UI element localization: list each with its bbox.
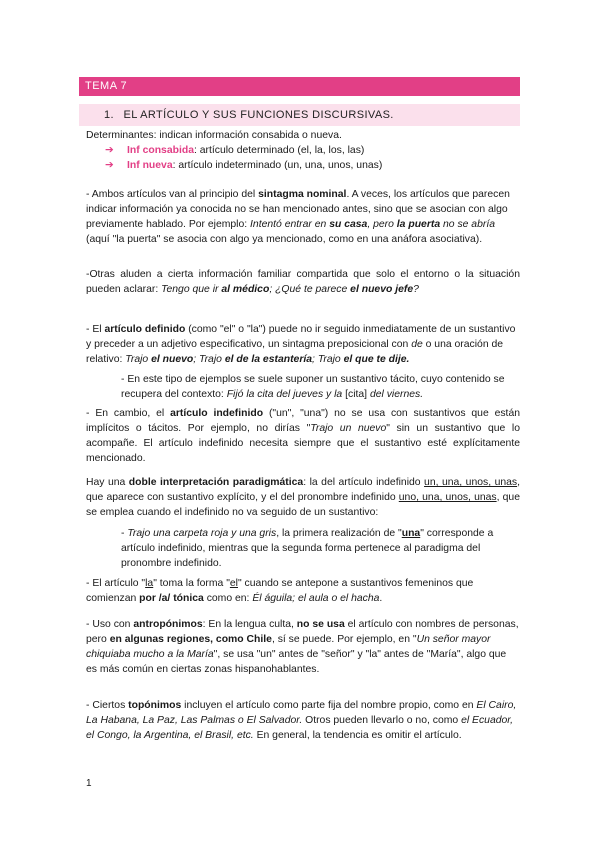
paragraph-carpeta-ejemplo bbox=[86, 526, 520, 571]
text-run: Hay una bbox=[86, 477, 129, 488]
text-run: Trajo bbox=[125, 354, 152, 365]
text-run: " corresponde a artículo indefinido, mientras que la segunda forma pertenece al paradigma del pronombre indefinido. bbox=[121, 528, 494, 569]
text-run: - bbox=[121, 528, 128, 539]
section-title: EL ARTÍCULO Y SUS FUNCIONES DISCURSIVAS. bbox=[123, 109, 394, 121]
text-run: . A veces, los artículos que parecen indicar información ya conocida no se han mencionado antes, sino que se asocian con algo previamente hablado. Por ejemplo: bbox=[86, 189, 510, 230]
text-run: como en: bbox=[203, 593, 253, 604]
text-run: (como "el" o "la") puede no ir seguido inmediatamente de un sustantivo y preceder a un adjetivo especificativo, un sintagma preposicional con bbox=[86, 324, 516, 350]
text-run: - En cambio, el bbox=[86, 408, 171, 419]
text-run: no se abría bbox=[440, 219, 495, 230]
term-text: : artículo indeterminado (un, una, unos, unas) bbox=[172, 160, 383, 171]
text-run: un, una, unos, unas bbox=[424, 477, 518, 488]
text-run: el Ecuador, el Congo, la Argentina, el Brasil, etc. bbox=[86, 715, 514, 741]
text-run: Fijó la cita del jueves y la bbox=[226, 389, 346, 400]
paragraph-articulo-definido bbox=[86, 322, 520, 367]
text-run: antropónimos bbox=[133, 619, 203, 630]
text-run: - Ciertos bbox=[86, 700, 129, 711]
text-run: Él águila; el aula o el hacha bbox=[252, 593, 380, 604]
text-run: ("un", "una") no se usa con sustantivos que están implícitos o tácitos. Por ejemplo, no dirías " bbox=[86, 408, 520, 434]
text-run: Trajo bbox=[199, 354, 225, 365]
text-run: En general, la tendencia es omitir el artículo. bbox=[253, 730, 462, 741]
text-run: - En este tipo de ejemplos se suele suponer un sustantivo tácito, cuyo contenido se recupera del contexto: bbox=[121, 374, 505, 400]
text-run: Otros pueden llevarlo o no, como bbox=[302, 715, 462, 726]
text-run: " cuando se antepone a sustantivos femeninos que comienzan bbox=[86, 578, 474, 604]
arrow-right-icon: ➔ bbox=[105, 145, 114, 156]
text-run: El Cairo, La Habana, La Paz, Las Palmas o El Salvador. bbox=[86, 700, 517, 726]
text-run: " sin un sustantivo que lo acompañe. El artículo indefinido necesita siempre que el sustantivo esté explícitamente mencionado. bbox=[86, 423, 520, 464]
text-run: [cita] bbox=[345, 389, 370, 400]
text-run: - El bbox=[86, 324, 105, 335]
text-run: Intentó entrar en bbox=[250, 219, 330, 230]
text-run: incluyen el artículo como parte fija del nombre propio, como en bbox=[181, 700, 477, 711]
text-run: , pero bbox=[367, 219, 397, 230]
text-run: Trajo un nuevo bbox=[310, 423, 387, 434]
text-run: el nuevo jefe bbox=[350, 284, 414, 295]
text-run: Trajo bbox=[317, 354, 344, 365]
text-run: : En la lengua culta, bbox=[202, 619, 297, 630]
paragraph-toponimos bbox=[86, 698, 520, 743]
text-run: en algunas regiones, como Chile bbox=[109, 634, 272, 645]
text-run: Un señor mayor chiquiaba mucho a la María bbox=[86, 634, 491, 660]
paragraph-sintagma bbox=[86, 187, 520, 247]
paragraph-a-tonica bbox=[86, 576, 520, 606]
text-run: topónimos bbox=[128, 700, 182, 711]
text-run: sintagma nominal bbox=[258, 189, 347, 200]
text-run: Tengo que ir bbox=[161, 284, 222, 295]
text-run: el de la estantería bbox=[224, 354, 313, 365]
text-run: la bbox=[145, 578, 154, 589]
term-text: : artículo determinado (el, la, los, las) bbox=[193, 145, 365, 156]
text-run: , que se emplea cuando el indefinido no va seguido de un sustantivo: bbox=[86, 492, 520, 518]
determinantes-block bbox=[86, 128, 520, 173]
text-run: ; bbox=[193, 354, 200, 365]
text-run: Trajo una carpeta roja y una gris bbox=[127, 528, 277, 539]
text-run: por /a/ tónica bbox=[139, 593, 204, 604]
section-number: 1. bbox=[104, 109, 114, 121]
text-run: . bbox=[379, 593, 383, 604]
text-run: no se usa bbox=[296, 619, 345, 630]
paragraph-informacion-familiar bbox=[86, 267, 520, 297]
paragraph-antroponimos bbox=[86, 617, 520, 677]
text-run: el nuevo bbox=[151, 354, 194, 365]
list-item bbox=[86, 158, 520, 173]
text-run: al médico bbox=[221, 284, 270, 295]
determinantes-intro: Determinantes: indican información consabida o nueva. bbox=[86, 130, 342, 141]
text-run: - Ambos artículos van al principio del bbox=[86, 189, 259, 200]
text-run: ; ¿Qué te parece bbox=[269, 284, 351, 295]
text-run: doble interpretación paradigmática bbox=[128, 477, 304, 488]
arrow-right-icon: ➔ bbox=[105, 160, 114, 171]
text-run: - Uso con bbox=[86, 619, 134, 630]
text-run: uno, una, unos, unas bbox=[398, 492, 497, 503]
list-item bbox=[86, 143, 520, 158]
text-run: ? bbox=[413, 284, 419, 295]
text-run: - El artículo " bbox=[86, 578, 146, 589]
text-run: -Otras aluden a cierta información familiar compartida que solo el entorno o la situación pueden aclarar: bbox=[86, 269, 520, 295]
text-run: " toma la forma " bbox=[153, 578, 230, 589]
term-label: Inf nueva bbox=[127, 160, 173, 171]
text-run: el bbox=[229, 578, 238, 589]
text-run: del viernes. bbox=[369, 389, 424, 400]
tema-label: TEMA 7 bbox=[85, 80, 128, 92]
text-run: , la primera realización de " bbox=[276, 528, 402, 539]
paragraph-articulo-indefinido bbox=[86, 406, 520, 466]
text-run: artículo definido bbox=[104, 324, 186, 335]
text-run: : la del artículo indefinido bbox=[303, 477, 425, 488]
text-run: la puerta bbox=[396, 219, 441, 230]
text-run: el que te dije. bbox=[343, 354, 410, 365]
term-label: Inf consabida bbox=[127, 145, 194, 156]
text-run: (aquí "la puerta" se asocia con algo ya mencionado, como en una anáfora asociativa). bbox=[86, 234, 483, 245]
text-run: , que aparece con sustantivo explícito, y el del pronombre indefinido bbox=[86, 477, 521, 503]
paragraph-sustantivo-tacito bbox=[86, 372, 520, 402]
text-run: artículo indefinido bbox=[170, 408, 264, 419]
text-run: una bbox=[401, 528, 421, 539]
text-run: de bbox=[411, 339, 423, 350]
text-run: su casa bbox=[329, 219, 368, 230]
tema-header bbox=[79, 77, 520, 96]
text-run: ; bbox=[312, 354, 318, 365]
text-run: ", se usa "un" antes de "señor" y "la" antes de "María", algo que es más común en ciertas zonas hispanohablantes. bbox=[86, 649, 507, 675]
text-run: o una oración de relativo: bbox=[86, 339, 504, 365]
page-number: 1 bbox=[86, 778, 92, 789]
text-run: el artículo con nombres de personas, pero bbox=[86, 619, 519, 645]
paragraph-doble-interpretacion bbox=[86, 475, 520, 520]
text-run: , sí se puede. Por ejemplo, en " bbox=[271, 634, 417, 645]
section-header bbox=[79, 104, 520, 126]
